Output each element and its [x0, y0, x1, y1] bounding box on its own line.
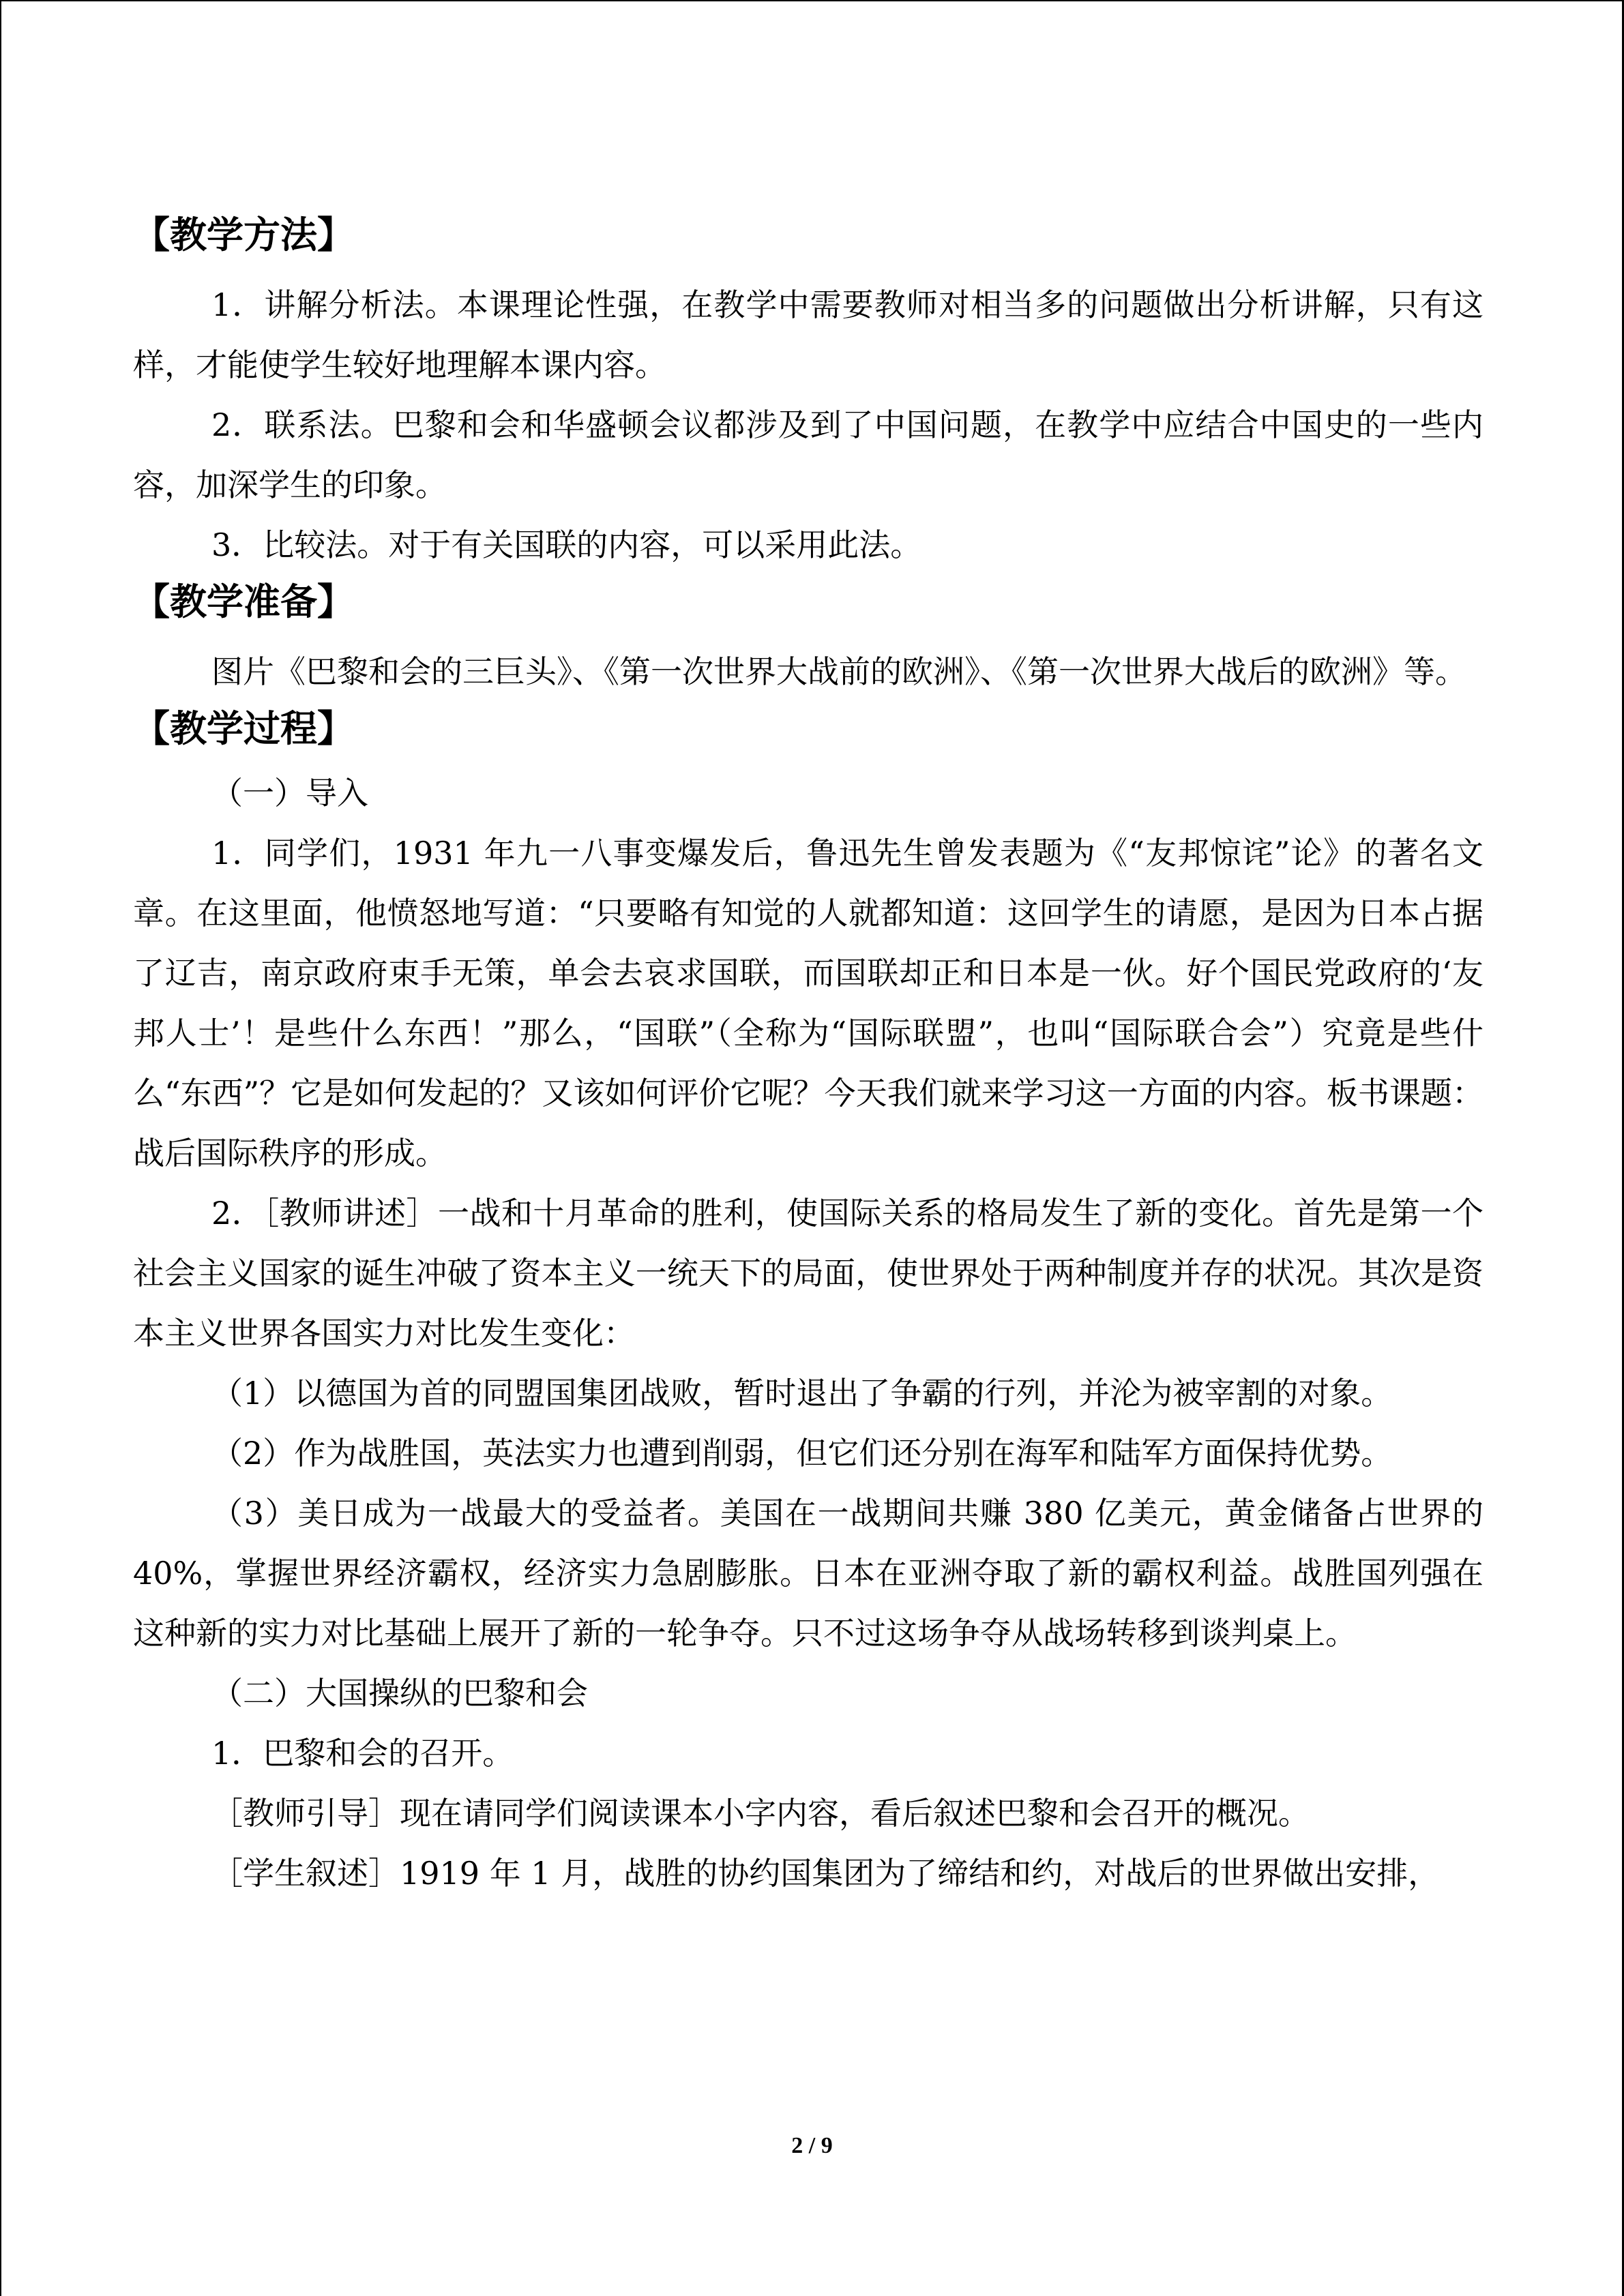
method-item-1: 1．讲解分析法。本课理论性强，在教学中需要教师对相当多的问题做出分析讲解，只有这样，才能使学生较好地理解本课内容。: [133, 286, 1483, 383]
intro-paragraph-1: 1．同学们，1931 年九一八事变爆发后，鲁迅先生曾发表题为《“友邦惊诧”论》的著名文章。在这里面，他愤怒地写道：“只要略有知觉的人就都知道：这回学生的请愿，是因为日本占据了辽吉，南京政府束手无策，单会去哀求国联，而国联却正和日本是一伙。好个国民党政府的‘友邦人士’！是些什么东西！”那么，“国联”（全称为“国际联盟”，也叫“国际联合会”）究竟是些什么“东西”？它是如何发起的？又该如何评价它呢？今天我们就来学习这一方面的内容。板书课题：战后国际秩序的形成。: [133, 835, 1483, 1172]
document-body: [133, 208, 1483, 1903]
student-narration-text: ［学生叙述］1919 年 1 月，战胜的协约国集团为了缔结和约，对战后的世界做出安排，: [211, 1855, 1440, 1892]
method-item-2: 2．联系法。巴黎和会和华盛顿会议都涉及到了中国问题，在教学中应结合中国史的一些内容，加深学生的印象。: [133, 406, 1483, 503]
page-number: 2 / 9: [791, 2133, 833, 2158]
paris-subsection-title: 1．巴黎和会的召开。: [211, 1735, 514, 1772]
teacher-guide-text: ［教师引导］现在请同学们阅读课本小字内容，看后叙述巴黎和会召开的概况。: [211, 1795, 1310, 1832]
power-shift-point-1: （1）以德国为首的同盟国集团战败，暂时退出了争霸的行列，并沦为被宰割的对象。: [211, 1375, 1393, 1412]
heading-teaching-process: 【教学过程】: [133, 707, 354, 750]
preparation-text: 图片《巴黎和会的三巨头》、《第一次世界大战前的欧洲》、《第一次世界大战后的欧洲》等。: [211, 653, 1466, 690]
power-shift-point-3: （3）美日成为一战最大的受益者。美国在一战期间共赚 380 亿美元，黄金储备占世界的 40%，掌握世界经济霸权，经济实力急剧膨胀。日本在亚洲夺取了新的霸权利益。战胜国列强在这种新的实力对比基础上展开了新的一轮争夺。只不过这场争夺从战场转移到谈判桌上。: [133, 1495, 1483, 1652]
heading-teaching-preparation: 【教学准备】: [133, 580, 354, 623]
heading-teaching-methods: 【教学方法】: [133, 213, 354, 256]
intro-section-title: （一）导入: [211, 775, 368, 811]
intro-paragraph-2: 2．［教师讲述］一战和十月革命的胜利，使国际关系的格局发生了新的变化。首先是第一个社会主义国家的诞生冲破了资本主义一统天下的局面，使世界处于两种制度并存的状况。其次是资本主义世界各国实力对比发生变化：: [133, 1195, 1483, 1352]
power-shift-point-2: （2）作为战胜国，英法实力也遭到削弱，但它们还分别在海军和陆军方面保持优势。: [211, 1435, 1393, 1472]
page-border-left: [0, 0, 1, 2296]
method-item-3: 3．比较法。对于有关国联的内容，可以采用此法。: [211, 526, 922, 563]
page-border-top: [0, 0, 1624, 1]
paris-section-title: （二）大国操纵的巴黎和会: [211, 1675, 588, 1712]
